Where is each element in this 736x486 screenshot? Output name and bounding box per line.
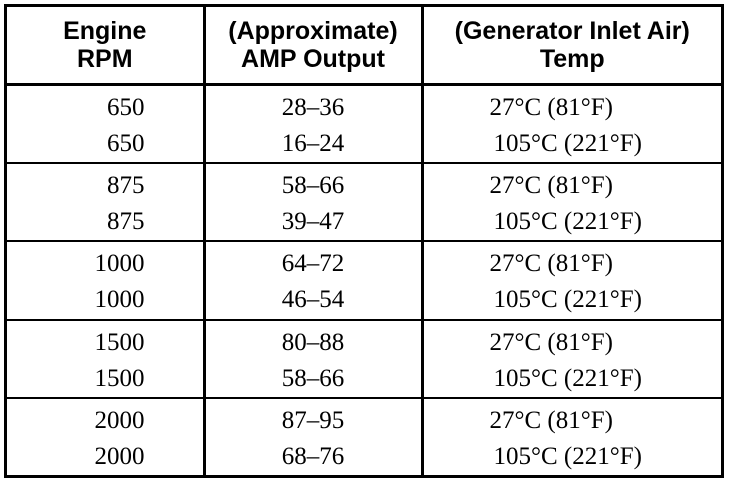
header-inlet-air-temp [422, 7, 721, 85]
amp-output-value: 58–66 [281, 364, 345, 392]
engine-rpm-value: 1500 [94, 364, 145, 392]
amp-output-value: 68–76 [281, 442, 345, 470]
inlet-air-temp-value: 105°C (221°F) [493, 208, 642, 236]
amp-output-value: 64–72 [281, 250, 345, 278]
header-engine-rpm [7, 7, 204, 85]
inlet-air-temp-value: 27°C (81°F) [489, 406, 613, 434]
amp-output-value: 87–95 [281, 406, 345, 434]
inlet-air-temp-value: 27°C (81°F) [489, 328, 613, 356]
amp-output-value: 28–36 [281, 94, 345, 121]
engine-rpm-value: 650 [107, 130, 145, 157]
table-row-group [7, 85, 721, 164]
inlet-air-temp-cell [422, 398, 721, 475]
table-header [7, 7, 721, 85]
engine-rpm-value: 875 [107, 208, 145, 236]
inlet-air-temp-cell [422, 85, 721, 164]
engine-rpm-cell [7, 163, 204, 241]
inlet-air-temp-value: 105°C (221°F) [493, 130, 642, 157]
inlet-air-temp-value: 105°C (221°F) [493, 286, 642, 314]
engine-rpm-value: 1000 [94, 250, 145, 278]
header-row [7, 7, 721, 85]
engine-rpm-value: 2000 [94, 442, 145, 470]
engine-rpm-cell [7, 398, 204, 475]
table-row-group [7, 163, 721, 241]
inlet-air-temp-cell [422, 241, 721, 319]
inlet-air-temp-cell [422, 163, 721, 241]
inlet-air-temp-value: 27°C (81°F) [489, 94, 613, 121]
header-amp-output-line2: AMP Output [241, 45, 385, 73]
header-engine-rpm-line1: Engine [63, 17, 147, 45]
header-engine-rpm-line2: RPM [76, 45, 133, 73]
amp-output-value: 58–66 [281, 172, 345, 200]
table-row-group [7, 320, 721, 398]
inlet-air-temp-value: 105°C (221°F) [493, 364, 642, 392]
inlet-air-temp-cell [422, 320, 721, 398]
amp-output-cell [204, 163, 422, 241]
engine-rpm-value: 650 [107, 94, 145, 121]
engine-rpm-value: 2000 [94, 406, 145, 434]
rpm-amp-temp-table-frame [4, 4, 724, 478]
amp-output-value: 46–54 [281, 286, 345, 314]
engine-rpm-cell [7, 320, 204, 398]
header-amp-output-line1: (Approximate) [228, 17, 398, 45]
amp-output-value: 16–24 [281, 130, 345, 157]
inlet-air-temp-value: 27°C (81°F) [489, 172, 613, 200]
engine-rpm-cell [7, 241, 204, 319]
header-inlet-air-temp-line1: (Generator Inlet Air) [454, 17, 690, 45]
engine-rpm-cell [7, 85, 204, 164]
table-row-group [7, 241, 721, 319]
rpm-amp-temp-table [7, 7, 721, 475]
inlet-air-temp-value: 27°C (81°F) [489, 250, 613, 278]
amp-output-cell [204, 241, 422, 319]
amp-output-value: 39–47 [281, 208, 345, 236]
engine-rpm-value: 875 [107, 172, 145, 200]
engine-rpm-value: 1000 [94, 286, 145, 314]
amp-output-cell [204, 398, 422, 475]
amp-output-value: 80–88 [281, 328, 345, 356]
engine-rpm-value: 1500 [94, 328, 145, 356]
amp-output-cell [204, 320, 422, 398]
table-row-group [7, 398, 721, 475]
table-body [7, 85, 721, 476]
header-inlet-air-temp-line2: Temp [539, 45, 605, 73]
header-amp-output [204, 7, 422, 85]
inlet-air-temp-value: 105°C (221°F) [493, 442, 642, 470]
amp-output-cell [204, 85, 422, 164]
